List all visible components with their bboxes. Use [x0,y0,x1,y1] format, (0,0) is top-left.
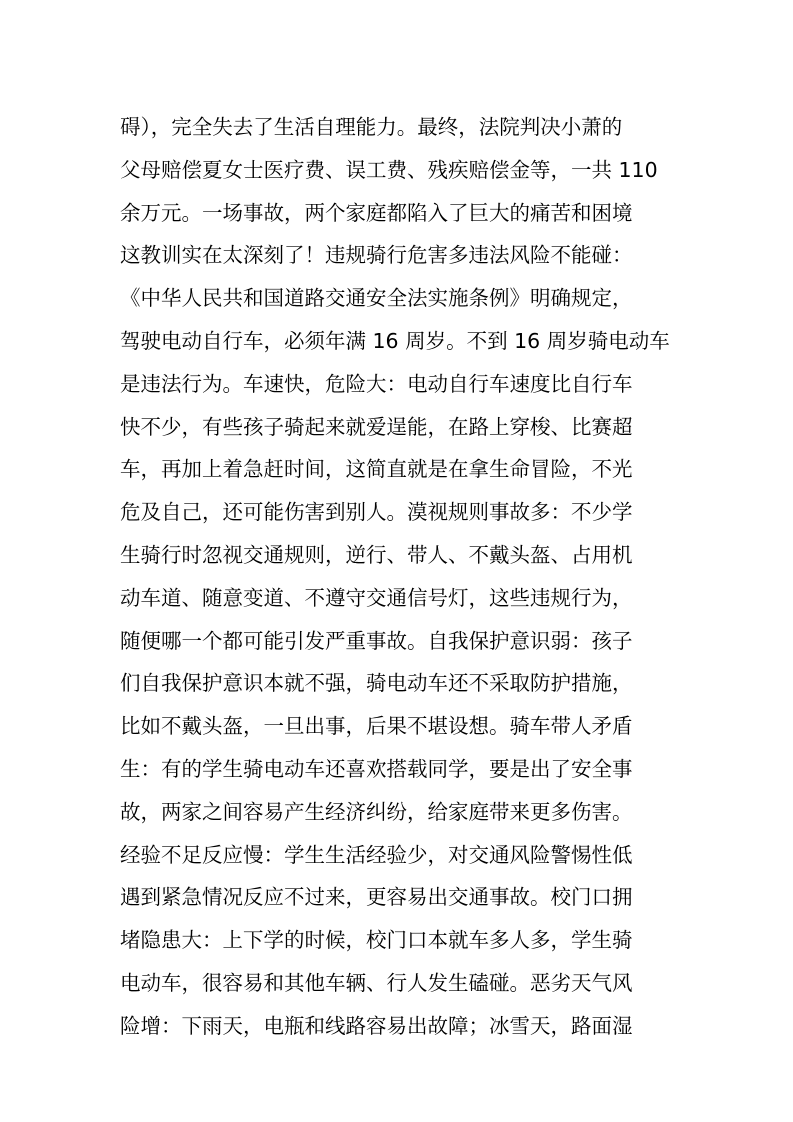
text-line: 快不少，有些孩子骑起来就爱逞能，在路上穿梭、比赛超 [120,414,633,439]
text-line: 是违法行为。车速快，危险大：电动自行车速度比自行车 [120,371,633,396]
text-line: 《中华人民共和国道路交通安全法实施条例》明确规定， [120,286,633,311]
text-line: 车，再加上着急赶时间，这简直就是在拿生命冒险，不光 [120,457,633,482]
text-line: 父母赔偿夏女士医疗费、误工费、残疾赔偿金等，一共 110 [120,157,658,182]
text-line: 随便哪一个都可能引发严重事故。自我保护意识弱：孩子 [120,628,633,653]
text-line: 动车道、随意变道、不遵守交通信号灯，这些违规行为， [120,585,633,610]
text-line: 故，两家之间容易产生经济纠纷，给家庭带来更多伤害。 [120,799,633,824]
text-line: 生骑行时忽视交通规则，逆行、带人、不戴头盔、占用机 [120,542,633,567]
text-line: 这教训实在太深刻了！违规骑行危害多违法风险不能碰： [120,243,633,268]
text-line: 遇到紧急情况反应不过来，更容易出交通事故。校门口拥 [120,885,633,910]
text-line: 驾驶电动自行车，必须年满 16 周岁。不到 16 周岁骑电动车 [120,328,670,353]
text-line: 碍），完全失去了生活自理能力。最终，法院判决小萧的 [120,115,623,139]
body-text [120,106,680,1048]
text-line: 余万元。一场事故，两个家庭都陷入了巨大的痛苦和困境 [120,200,633,225]
text-line: 们自我保护意识本就不强，骑电动车还不采取防护措施， [120,671,633,696]
text-line: 险增：下雨天，电瓶和线路容易出故障；冰雪天，路面湿 [120,1013,633,1038]
text-line: 电动车，很容易和其他车辆、行人发生磕碰。恶劣天气风 [120,970,633,995]
text-line: 危及自己，还可能伤害到别人。漠视规则事故多：不少学 [120,500,633,525]
text-line: 生：有的学生骑电动车还喜欢搭载同学，要是出了安全事 [120,756,633,781]
text-line: 堵隐患大：上下学的时候，校门口本就车多人多，学生骑 [120,928,633,953]
text-line: 比如不戴头盔，一旦出事，后果不堪设想。骑车带人矛盾 [120,714,633,739]
text-line: 经验不足反应慢：学生生活经验少，对交通风险警惕性低 [120,842,633,867]
